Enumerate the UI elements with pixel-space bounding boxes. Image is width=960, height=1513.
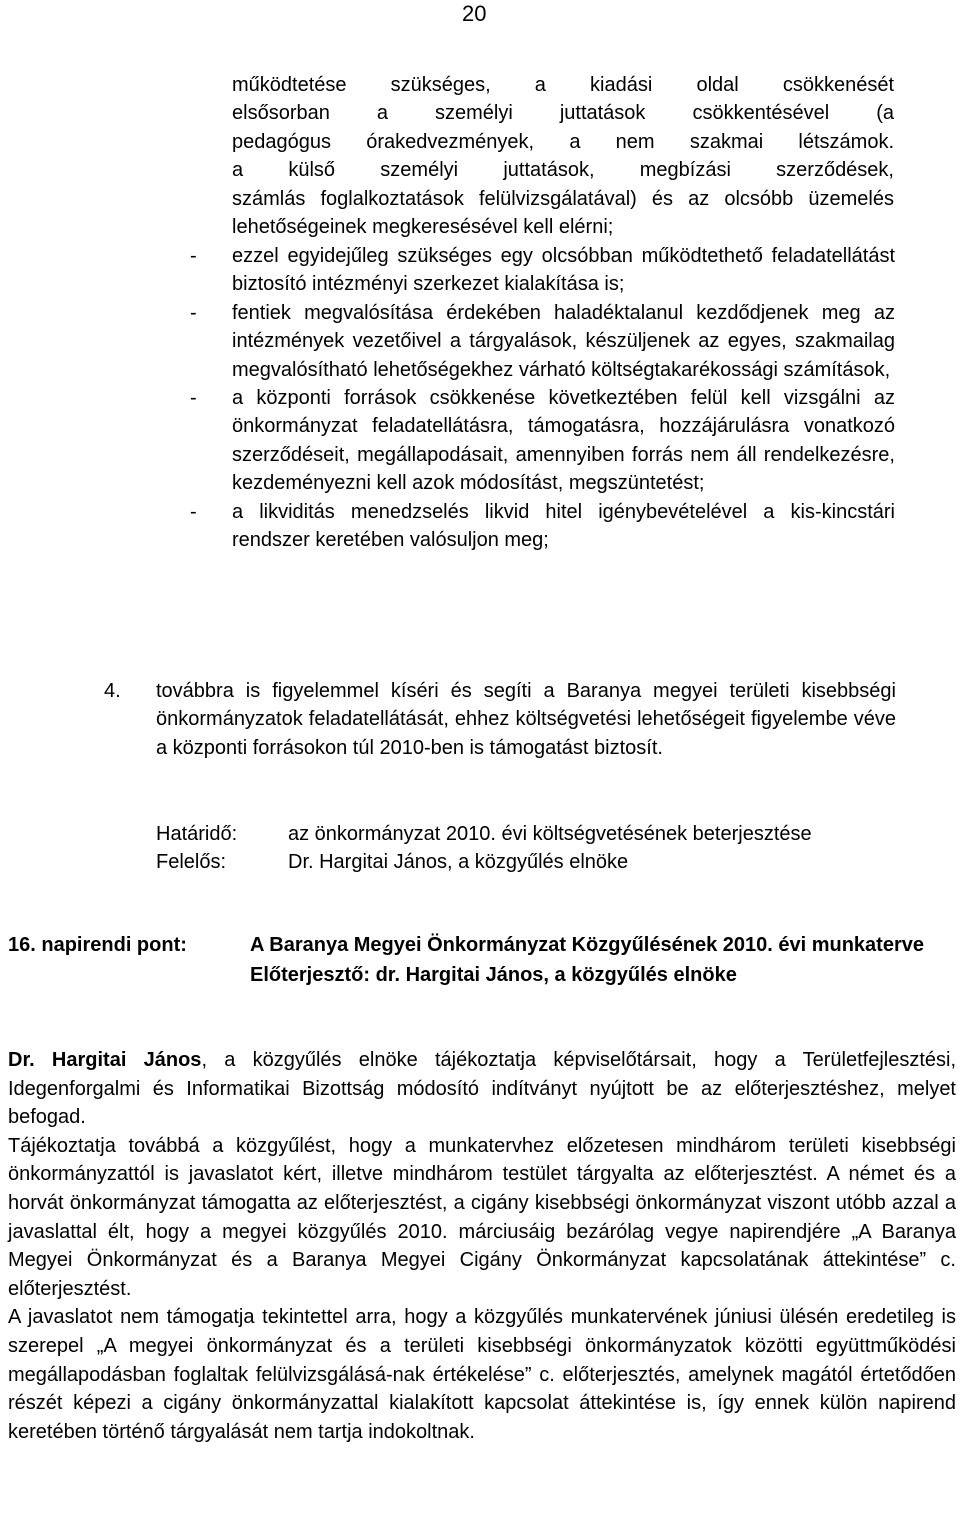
intro-paragraph: [232, 71, 894, 241]
speaker-name: Dr. Hargitai János: [8, 1049, 202, 1071]
responsible-row: [156, 848, 812, 876]
list-item: [190, 299, 895, 384]
list-item: [190, 498, 895, 555]
bullet-dash: -: [190, 301, 197, 324]
body-text: [8, 1046, 956, 1446]
deadline-value: az önkormányzat 2010. évi költségvetésének beterjesztése: [288, 823, 812, 845]
intro-line: a külső személyi juttatások, megbízási szerződések,: [232, 159, 894, 182]
agenda-title: A Baranya Megyei Önkormányzat Közgyűlésének 2010. évi munkaterve: [250, 934, 924, 956]
body-paragraph-2: Tájékoztatja továbbá a közgyűlést, hogy a munkatervhez előzetesen mindhárom területi kisebbségi önkormányzattól is javaslatot kért, illetve mindhárom testület tárgyalta az előterjesztést. A német és a horvát önkormányzat támogatta az előterjesztést, a cigány kisebbségi önkormányzat viszont utóbb azzal a javaslattal élt, hogy a megyei közgyűlés 2010. márciusáig bezárólag vegye napirendjére „A Baranya Megyei Önkormányzat és a Baranya Megyei Cigány Önkormányzat kapcsolatának áttekintése” c. előterjesztést.: [8, 1134, 956, 1300]
bullet-text: a likviditás menedzselés likvid hitel igénybevételével a kis-kincstári rendszer keretében valósuljon meg;: [232, 500, 895, 552]
intro-line: pedagógus órakedvezmények, a nem szakmai létszámok.: [232, 130, 894, 153]
deadline-block: [156, 820, 812, 877]
page-number: 20: [462, 1, 487, 26]
deadline-row: [156, 820, 812, 848]
responsible-value: Dr. Hargitai János, a közgyűlés elnöke: [288, 851, 629, 874]
bullet-text: a központi források csökkenése következtében felül kell vizsgálni az önkormányzat feladatellátásra, támogatásra, hozzájárulásra vonatkozó szerződéseit, megállapodásait, amennyiben forrás nem áll rendelkezésre, kezdeményezni kell azok módosítást, megszüntetést;: [232, 387, 895, 495]
bullet-text: ezzel egyidejűleg szükséges egy olcsóbban működtethető feladatellátást biztosító intézményi szerkezet kialakítása is;: [232, 245, 895, 296]
bullet-text: fentiek megvalósítása érdekében haladéktalanul kezdődjenek meg az intézmények vezetőivel a tárgyalások, készüljenek az egyes, szakmailag megvalósítható lehetőségekhez várható költségtakarékossági számítások,: [232, 301, 895, 381]
deadline-label: Határidő:: [156, 823, 238, 845]
responsible-label: Felelős:: [156, 851, 227, 874]
intro-line: működtetése szükséges, a kiadási oldal csökkenését: [232, 74, 894, 96]
intro-line: elsősorban a személyi juttatások csökkentésével (a: [232, 102, 894, 125]
item-text: továbbra is figyelemmel kíséri és segíti a Baranya megyei területi kisebbségi önkormányzatok feladatellátását, ehhez költségvetési lehetőségeit figyelembe véve a központi forrásokon túl 2010-ben is támogatást biztosít.: [156, 680, 896, 759]
bullet-list: [190, 242, 895, 554]
list-item: [190, 384, 895, 498]
paragraph-text: , a közgyűlés elnöke tájékoztatja képviselőtársait, hogy a Területfejlesztési, Idegenforgalmi és Informatikai Bizottság módosító indítványt nyújtott be az előterjesztéshez, melyet befogad.: [8, 1049, 957, 1129]
bullet-dash: -: [190, 245, 197, 267]
agenda-label: 16. napirendi pont:: [8, 934, 187, 956]
bullet-dash: -: [190, 387, 197, 410]
agenda-presenter: Előterjesztő: dr. Hargitai János, a közgyűlés elnöke: [250, 964, 737, 986]
agenda-title-block: [250, 930, 946, 990]
body-paragraph-3: A javaslatot nem támogatja tekintettel arra, hogy a közgyűlés munkatervének júniusi ülésén eredetileg is szerepel „A megyei önkormányzat és a területi kisebbségi önkormányzatok közötti együttműködési megállapodásban foglaltak felülvizsgálásá-nak értékelése” c. előterjesztés, amelynek magától értetődően részét képezi a cigány önkormányzattal kialakított kapcsolat áttekintése is, így ennek külön napirend keretében történő tárgyalását nem tartja indokoltnak.: [8, 1306, 956, 1443]
bullet-dash: -: [190, 500, 197, 523]
intro-rest: számlás foglalkoztatások felülvizsgálatával) és az olcsóbb üzemelés lehetőségeinek megkeresésével kell elérni;: [232, 187, 894, 239]
body-paragraph-1: [8, 1046, 956, 1132]
item-number: 4.: [104, 680, 121, 702]
list-item: [190, 242, 895, 299]
